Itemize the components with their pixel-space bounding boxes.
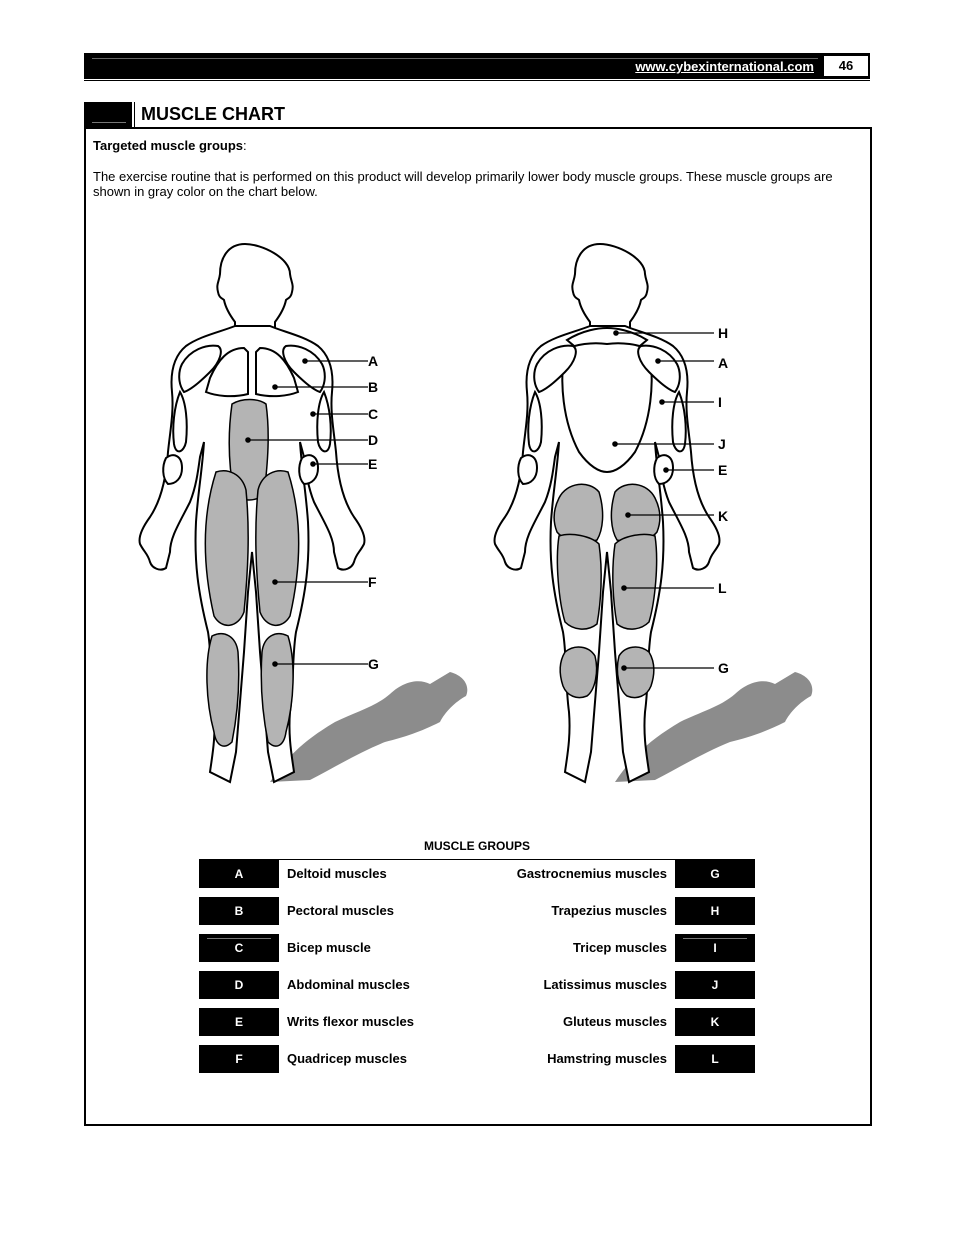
- legend-code-l: L: [675, 1045, 755, 1073]
- legend-code-c: C: [199, 934, 279, 962]
- section-title: MUSCLE CHART: [141, 104, 285, 124]
- legend-name-k: Gluteus muscles: [562, 1014, 667, 1029]
- back-callout-label-e: E: [718, 462, 728, 478]
- front-torso-outline: [139, 326, 364, 782]
- front-callout-label-b: B: [368, 379, 379, 395]
- back-head: [572, 244, 647, 330]
- front-callout-label-g: G: [368, 656, 379, 672]
- back-gluteus-right: [611, 484, 659, 542]
- back-body: [494, 244, 719, 782]
- legend-row: [199, 971, 755, 999]
- legend-name-i: Tricep muscles: [573, 940, 667, 955]
- back-hamstring-right: [613, 534, 657, 629]
- legend-name-f: Quadricep muscles: [287, 1051, 407, 1066]
- back-callout-label-l: L: [718, 580, 727, 596]
- legend-row: [199, 897, 755, 925]
- legend-code-j: J: [675, 971, 755, 999]
- legend-name-e: Writs flexor muscles: [287, 1014, 414, 1029]
- front-callout-label-f: F: [368, 574, 377, 590]
- legend-code-a: A: [199, 860, 279, 888]
- legend-name-j: Latissimus muscles: [543, 977, 667, 992]
- intro-label-text: Targeted muscle groups: [93, 138, 244, 153]
- header-underline: [84, 80, 870, 81]
- legend-code-f: F: [199, 1045, 279, 1073]
- front-callout-label-e: E: [368, 456, 378, 472]
- section-marker: [84, 102, 132, 127]
- back-callout-label-a: A: [718, 355, 729, 371]
- back-callout-label-j: J: [718, 436, 726, 452]
- front-forearm-left: [163, 455, 182, 484]
- back-gluteus-left: [554, 484, 602, 542]
- front-callout-label-a: A: [368, 353, 379, 369]
- front-shadow: [270, 672, 467, 782]
- legend-name-a: Deltoid muscles: [287, 866, 387, 881]
- front-calf-left: [207, 634, 239, 746]
- muscle-figure-svg: [120, 232, 840, 802]
- back-callout-label-g: G: [718, 660, 729, 676]
- intro-label: [93, 138, 247, 153]
- legend-code-d: D: [199, 971, 279, 999]
- back-callout-label-i: I: [718, 394, 722, 410]
- back-hamstring-left: [557, 534, 601, 629]
- legend-title: MUSCLE GROUPS: [423, 839, 530, 853]
- front-quad-right: [256, 471, 299, 626]
- intro-label-suffix: :: [243, 138, 247, 153]
- muscle-figure: [120, 232, 840, 802]
- back-calf-right: [617, 647, 653, 697]
- legend-code-h: H: [675, 897, 755, 925]
- front-head: [217, 244, 292, 330]
- legend-code-e: E: [199, 1008, 279, 1036]
- legend-name-g: Gastrocnemius muscles: [516, 866, 667, 881]
- legend-name-d: Abdominal muscles: [287, 977, 410, 992]
- page-number: 46: [824, 56, 868, 76]
- legend-name-h: Trapezius muscles: [551, 903, 667, 918]
- legend-row: [199, 1045, 755, 1073]
- legend-code-g: G: [675, 860, 755, 888]
- back-callout-label-h: H: [718, 325, 729, 341]
- back-callout-label-k: K: [718, 508, 729, 524]
- intro-text: The exercise routine that is performed on this product will develop primarily lower body muscle groups. These muscle groups are shown in gray color on the chart below.: [93, 169, 833, 199]
- legend-row: [199, 934, 755, 962]
- legend-row: [199, 860, 755, 888]
- section-marker-tick: [134, 102, 135, 127]
- legend-name-c: Bicep muscle: [287, 940, 371, 955]
- legend-name-l: Hamstring muscles: [547, 1051, 667, 1066]
- header-bar: [84, 53, 870, 79]
- front-forearm-right: [299, 455, 318, 484]
- back-forearm-left: [518, 455, 537, 484]
- legend-code-i: I: [675, 934, 755, 962]
- front-body: [139, 244, 364, 782]
- front-callout-label-c: C: [368, 406, 379, 422]
- legend-name-b: Pectoral muscles: [287, 903, 394, 918]
- legend-row: [199, 1008, 755, 1036]
- front-quad-left: [205, 471, 248, 626]
- website-link[interactable]: www.cybexinternational.com: [635, 59, 814, 74]
- legend-code-b: B: [199, 897, 279, 925]
- legend-code-k: K: [675, 1008, 755, 1036]
- back-calf-left: [560, 647, 596, 697]
- front-callout-label-d: D: [368, 432, 379, 448]
